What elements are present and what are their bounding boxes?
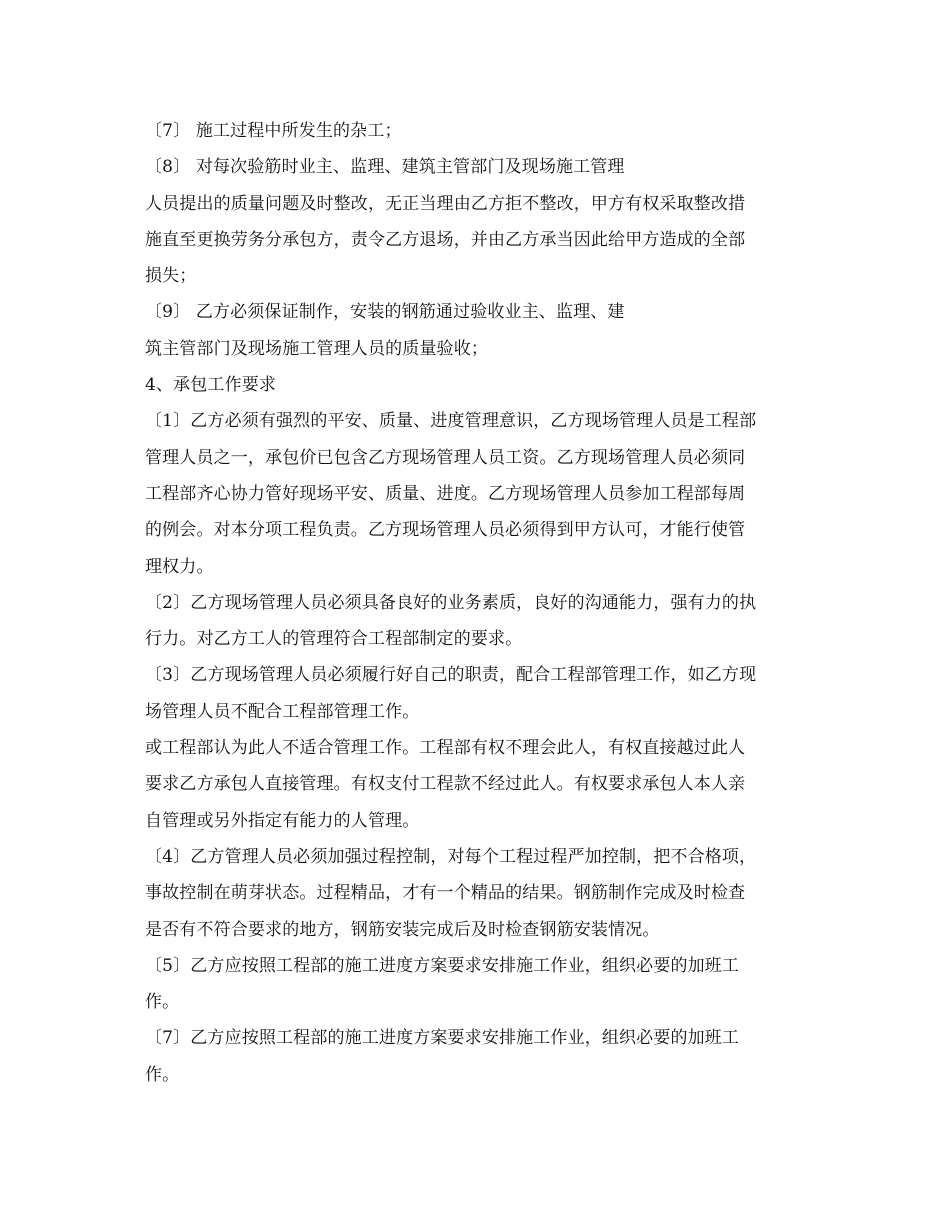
- text-line: 管理人员之一，承包价已包含乙方现场管理人员工资。乙方现场管理人员必须同: [145, 447, 746, 468]
- text-line: 场管理人员不配合工程部管理工作。: [145, 701, 420, 722]
- text-line: 〔7〕乙方应按照工程部的施工进度方案要求安排施工作业，组织必要的加班工: [145, 1028, 740, 1049]
- text-line: 自管理或另外指定有能力的人管理。: [145, 810, 420, 831]
- text-line: 的例会。对本分项工程负责。乙方现场管理人员必须得到甲方认可，才能行使管: [145, 520, 746, 541]
- text-line: 要求乙方承包人直接管理。有权支付工程款不经过此人。有权要求承包人本人亲: [145, 774, 746, 795]
- text-line: 行力。对乙方工人的管理符合工程部制定的要求。: [145, 629, 523, 650]
- text-line: 工程部齐心协力管好现场平安、质量、进度。乙方现场管理人员参加工程部每周: [145, 483, 746, 504]
- text-line: 〔4〕乙方管理人员必须加强过程控制，对每个工程过程严加控制，把不合格项，: [145, 846, 757, 867]
- text-line: 人员提出的质量问题及时整改，无正当理由乙方拒不整改，甲方有权采取整改措: [145, 193, 746, 214]
- text-line: 作。: [145, 992, 180, 1013]
- document-body: [145, 113, 810, 1093]
- text-line: 〔1〕乙方必须有强烈的平安、质量、进度管理意识，乙方现场管理人员是工程部: [145, 411, 757, 432]
- text-line: 〔3〕乙方现场管理人员必须履行好自己的职责，配合工程部管理工作，如乙方现: [145, 665, 757, 686]
- text-line: 〔9〕 乙方必须保证制作，安装的钢筋通过验收业主、监理、建: [145, 302, 625, 323]
- text-line: 是否有不符合要求的地方，钢筋安装完成后及时检查钢筋安装情况。: [145, 919, 660, 940]
- text-line: 〔8〕 对每次验筋时业主、监理、建筑主管部门及现场施工管理: [145, 157, 625, 178]
- text-line: 〔5〕乙方应按照工程部的施工进度方案要求安排施工作业，组织必要的加班工: [145, 955, 740, 976]
- text-line: 施直至更换劳务分承包方，责令乙方退场，并由乙方承当因此给甲方造成的全部: [145, 229, 746, 250]
- section-heading: 4、承包工作要求: [145, 375, 277, 396]
- text-line: 损失；: [145, 266, 197, 287]
- text-line: 筑主管部门及现场施工管理人员的质量验收；: [145, 338, 488, 359]
- text-line: 〔7〕 施工过程中所发生的杂工；: [145, 121, 402, 141]
- text-line: 或工程部认为此人不适合管理工作。工程部有权不理会此人，有权直接越过此人: [145, 738, 746, 759]
- text-line: 理权力。: [145, 556, 214, 577]
- text-line: 〔2〕乙方现场管理人员必须具备良好的业务素质，良好的沟通能力，强有力的执: [145, 592, 757, 613]
- text-line: 作。: [145, 1064, 180, 1085]
- text-line: 事故控制在萌芽状态。过程精品，才有一个精品的结果。钢筋制作完成及时检查: [145, 883, 746, 904]
